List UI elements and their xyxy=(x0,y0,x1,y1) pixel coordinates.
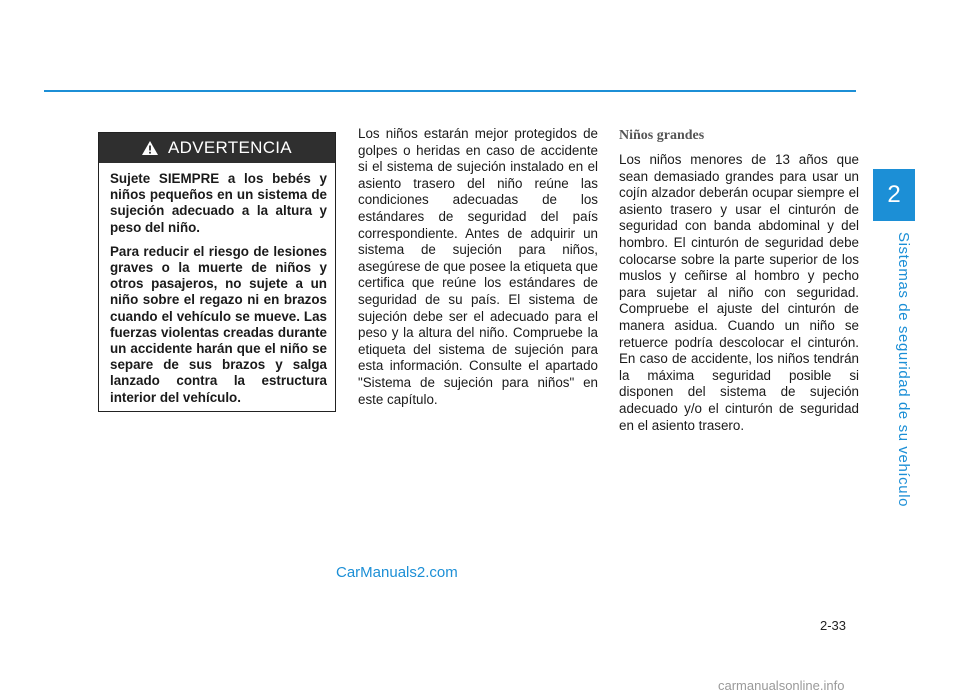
right-column xyxy=(619,128,859,434)
page-number: 2-33 xyxy=(820,618,847,633)
warning-paragraph-2: Para reducir el riesgo de lesiones graves o la muerte de niños y otros pasajeros, no sujete a un niño sobre el regazo ni en brazos cuando el vehículo se mueve. Las fuerzas violentas creadas durante un accidente harán que el niño se separe de sus brazos y salga lanzado contra la estructura interior del vehículo. xyxy=(110,243,327,405)
warning-paragraph-1: Sujete SIEMPRE a los bebés y niños pequeños en un sistema de sujeción adecuado a la altura y peso del niño. xyxy=(110,171,327,235)
section-heading: Niños grandes xyxy=(619,128,705,143)
middle-column-text: Los niños estarán mejor protegidos de golpes o heridas en caso de accidente si el sistema de sujeción instalado en el asiento trasero del niño reúne las condiciones adecuadas de los estándares de seguridad del país correspondiente. Antes de adquirir un sistema de sujeción para niños, asegúrese de que posee la etiqueta que certifica que reúne los estándares de seguridad de su país. El sistema de sujeción debe ser el adecuado para el peso y la altura del niño. Compruebe la etiqueta del sistema de sujeción para esta información. Consulte el apartado "Sistema de sujeción para niños" en este capítulo. xyxy=(358,126,598,407)
warning-triangle-icon xyxy=(142,141,158,155)
watermark-carmanuals2[interactable]: CarManuals2.com xyxy=(336,564,458,581)
warning-box xyxy=(98,132,336,412)
warning-header xyxy=(99,133,335,163)
watermark-carmanualsonline[interactable]: carmanualsonline.info xyxy=(718,678,845,693)
chapter-title: Sistemas de seguridad de su vehículo xyxy=(895,232,912,508)
warning-body xyxy=(99,163,335,406)
chapter-number-tab xyxy=(873,169,915,221)
right-column-text: Los niños menores de 13 años que sean demasiado grandes para usar un cojín alzador deberán ocupar siempre el asiento trasero y usar el cinturón de seguridad con banda abdominal y del hombro. El cinturón de seguridad debe colocarse sobre la parte superior de los muslos y ceñirse al hombro y pecho para sujetar al niño con seguridad. Compruebe el ajuste del cinturón de manera asidua. Cuando un niño se retuerce podría descolocar el cinturón. En caso de accidente, los niños tendrán la máxima seguridad posible si disponen del sistema de sujeción adecuado y/o el cinturón de seguridad en el asiento trasero. xyxy=(619,152,859,433)
top-divider xyxy=(44,90,856,92)
chapter-number: 2 xyxy=(887,181,901,208)
middle-column xyxy=(358,126,598,408)
warning-heading: ADVERTENCIA xyxy=(168,138,292,157)
